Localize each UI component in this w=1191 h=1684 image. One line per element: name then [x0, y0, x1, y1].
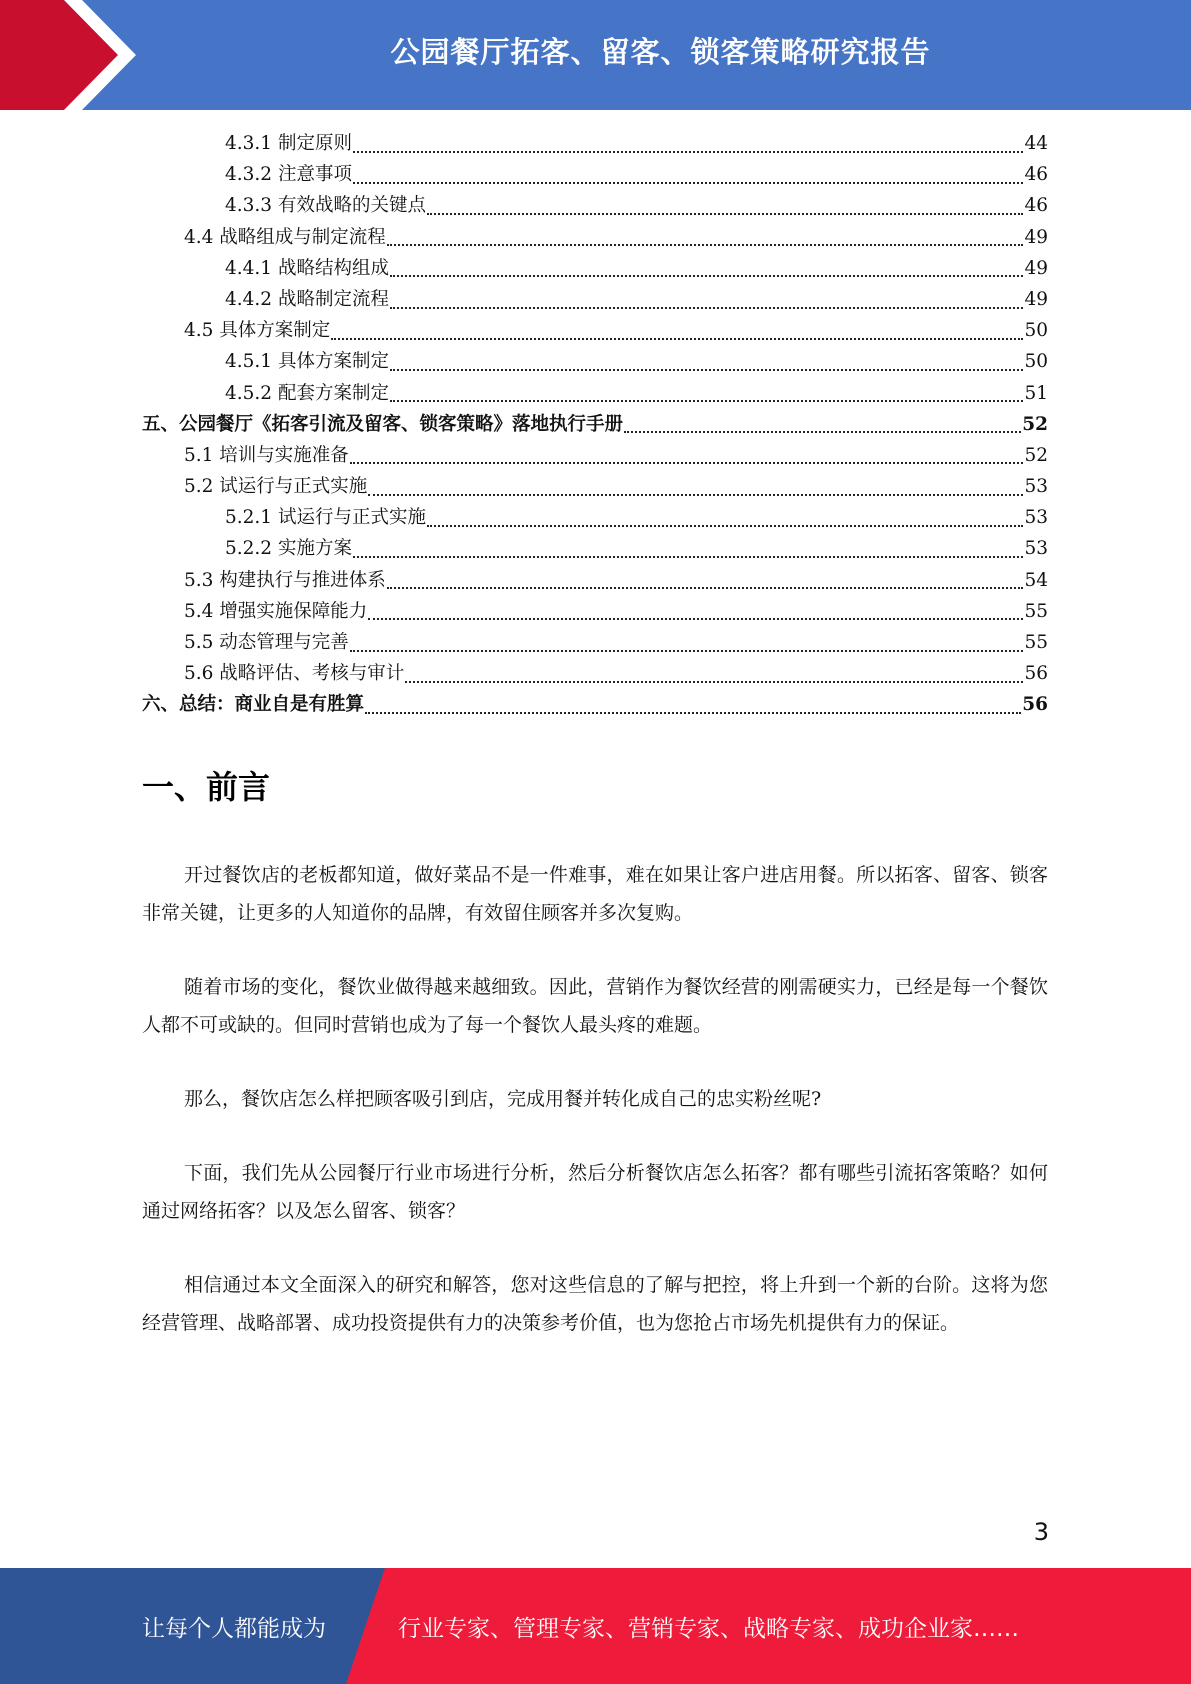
toc-entry[interactable] [142, 159, 1048, 190]
header-chevron-icon [0, 0, 150, 110]
toc-leader-dots [390, 275, 1023, 277]
toc-entry-title: 4.3.1 制定原则 [225, 133, 352, 154]
toc-leader-dots [405, 681, 1023, 683]
toc-entry-page: 44 [1024, 133, 1048, 154]
toc-leader-dots [365, 712, 1021, 714]
toc-entry-title: 5.6 战略评估、考核与审计 [184, 663, 405, 685]
toc-entry-title: 六、总结：商业自是有胜算 [142, 694, 365, 716]
toc-entry[interactable] [142, 533, 1048, 564]
paragraph: 开过餐饮店的老板都知道，做好菜品不是一件难事，难在如果让客户进店用餐。所以拓客、留客、锁客非常关键，让更多的人知道你的品牌，有效留住顾客并多次复购。 [142, 864, 1048, 924]
footer-slogan-left: 让每个人都能成为 [142, 1615, 326, 1642]
header-title: 公园餐厅拓客、留客、锁客策略研究报告 [390, 34, 931, 69]
toc-entry[interactable] [142, 565, 1048, 596]
section-title: 一、前言 [142, 768, 271, 806]
toc-entry-title: 5.3 构建执行与推进体系 [184, 569, 386, 591]
toc-entry[interactable] [142, 346, 1048, 377]
toc-entry-page: 53 [1024, 538, 1048, 560]
page-header [0, 0, 1191, 110]
toc-entry[interactable] [142, 596, 1048, 627]
toc-entry-title: 5.5 动态管理与完善 [184, 632, 349, 653]
toc-entry[interactable] [142, 471, 1048, 502]
toc-entry-title: 五、公园餐厅《拓客引流及留客、锁客策略》落地执行手册 [142, 413, 624, 435]
toc-entry-page: 56 [1022, 694, 1048, 716]
toc-entry-title: 5.1 培训与实施准备 [184, 444, 349, 466]
toc-entry-page: 49 [1024, 288, 1048, 310]
section-body [142, 856, 1048, 1378]
toc-entry-page: 46 [1024, 195, 1048, 217]
toc-leader-dots [387, 244, 1024, 246]
toc-leader-dots [353, 151, 1024, 153]
toc-entry-page: 53 [1024, 476, 1048, 498]
toc-leader-dots [331, 338, 1023, 340]
toc-entry-page: 53 [1024, 507, 1048, 529]
toc-entry-title: 4.5.2 配套方案制定 [225, 382, 389, 404]
toc-entry-page: 52 [1022, 413, 1048, 435]
toc-entry-title: 4.4.2 战略制定流程 [225, 288, 389, 310]
toc-leader-dots [390, 307, 1023, 309]
toc-entry[interactable] [142, 378, 1048, 409]
toc-leader-dots [368, 618, 1023, 620]
toc-entry-title: 4.4 战略组成与制定流程 [184, 226, 386, 248]
toc-entry-page: 55 [1024, 600, 1048, 622]
toc-entry-page: 49 [1024, 226, 1048, 248]
toc-entry[interactable] [142, 284, 1048, 315]
toc-entry-title: 4.5.1 具体方案制定 [225, 351, 389, 373]
toc-leader-dots [427, 525, 1023, 527]
toc-entry-page: 54 [1024, 569, 1048, 591]
toc-entry[interactable] [142, 190, 1048, 221]
paragraph: 随着市场的变化，餐饮业做得越来越细致。因此，营销作为餐饮经营的刚需硬实力，已经是每一个餐饮人都不可或缺的。但同时营销也成为了每一个餐饮人最头疼的难题。 [142, 976, 1048, 1036]
toc-leader-dots [624, 431, 1021, 433]
paragraph: 相信通过本文全面深入的研究和解答，您对这些信息的了解与把控，将上升到一个新的台阶。这将为您经营管理、战略部署、成功投资提供有力的决策参考价值，也为您抢占市场先机提供有力的保证。 [142, 1274, 1048, 1334]
paragraph: 下面，我们先从公园餐厅行业市场进行分析，然后分析餐饮店怎么拓客？都有哪些引流拓客策略？如何通过网络拓客？以及怎么留客、锁客？ [142, 1162, 1048, 1222]
toc-entry[interactable] [142, 689, 1048, 720]
toc-entry-page: 51 [1024, 382, 1048, 404]
paragraph: 那么，餐饮店怎么样把顾客吸引到店，完成用餐并转化成自己的忠实粉丝呢? [184, 1088, 822, 1110]
toc-leader-dots [350, 650, 1024, 652]
toc-entry-page: 52 [1024, 444, 1048, 466]
toc-entry-page: 49 [1024, 257, 1048, 279]
toc-entry-title: 4.3.2 注意事项 [225, 164, 352, 186]
toc-entry[interactable] [142, 409, 1048, 440]
toc-leader-dots [427, 213, 1023, 215]
toc-entry[interactable] [142, 128, 1048, 159]
toc-entry[interactable] [142, 440, 1048, 471]
toc-entry-page: 55 [1024, 632, 1048, 653]
toc-entry-title: 4.3.3 有效战略的关键点 [225, 195, 426, 217]
toc-leader-dots [390, 369, 1023, 371]
toc-entry-title: 4.5 具体方案制定 [184, 320, 331, 342]
toc-entry[interactable] [142, 222, 1048, 253]
toc-entry-title: 5.2.1 试运行与正式实施 [225, 507, 426, 529]
page-number: 3 [1033, 1518, 1049, 1546]
toc-entry-page: 50 [1024, 320, 1048, 342]
toc-leader-dots [350, 462, 1024, 464]
page-footer [0, 1568, 1191, 1684]
toc-leader-dots [353, 182, 1024, 184]
table-of-contents [142, 128, 1048, 721]
toc-leader-dots [390, 400, 1023, 402]
toc-entry-page: 46 [1024, 164, 1048, 186]
toc-entry[interactable] [142, 253, 1048, 284]
toc-entry-page: 50 [1024, 351, 1048, 373]
footer-slogan-right: 行业专家、管理专家、营销专家、战略专家、成功企业家…… [398, 1615, 1019, 1642]
toc-leader-dots [368, 494, 1023, 496]
toc-entry-title: 5.4 增强实施保障能力 [184, 600, 368, 622]
toc-entry[interactable] [142, 658, 1048, 689]
toc-entry[interactable] [142, 502, 1048, 533]
toc-entry-title: 4.4.1 战略结构组成 [225, 257, 389, 279]
toc-entry-title: 5.2.2 实施方案 [225, 538, 352, 560]
toc-entry[interactable] [142, 627, 1048, 658]
toc-entry-title: 5.2 试运行与正式实施 [184, 476, 368, 498]
toc-leader-dots [353, 556, 1024, 558]
toc-entry-page: 56 [1024, 663, 1048, 685]
toc-leader-dots [387, 587, 1024, 589]
toc-entry[interactable] [142, 315, 1048, 346]
